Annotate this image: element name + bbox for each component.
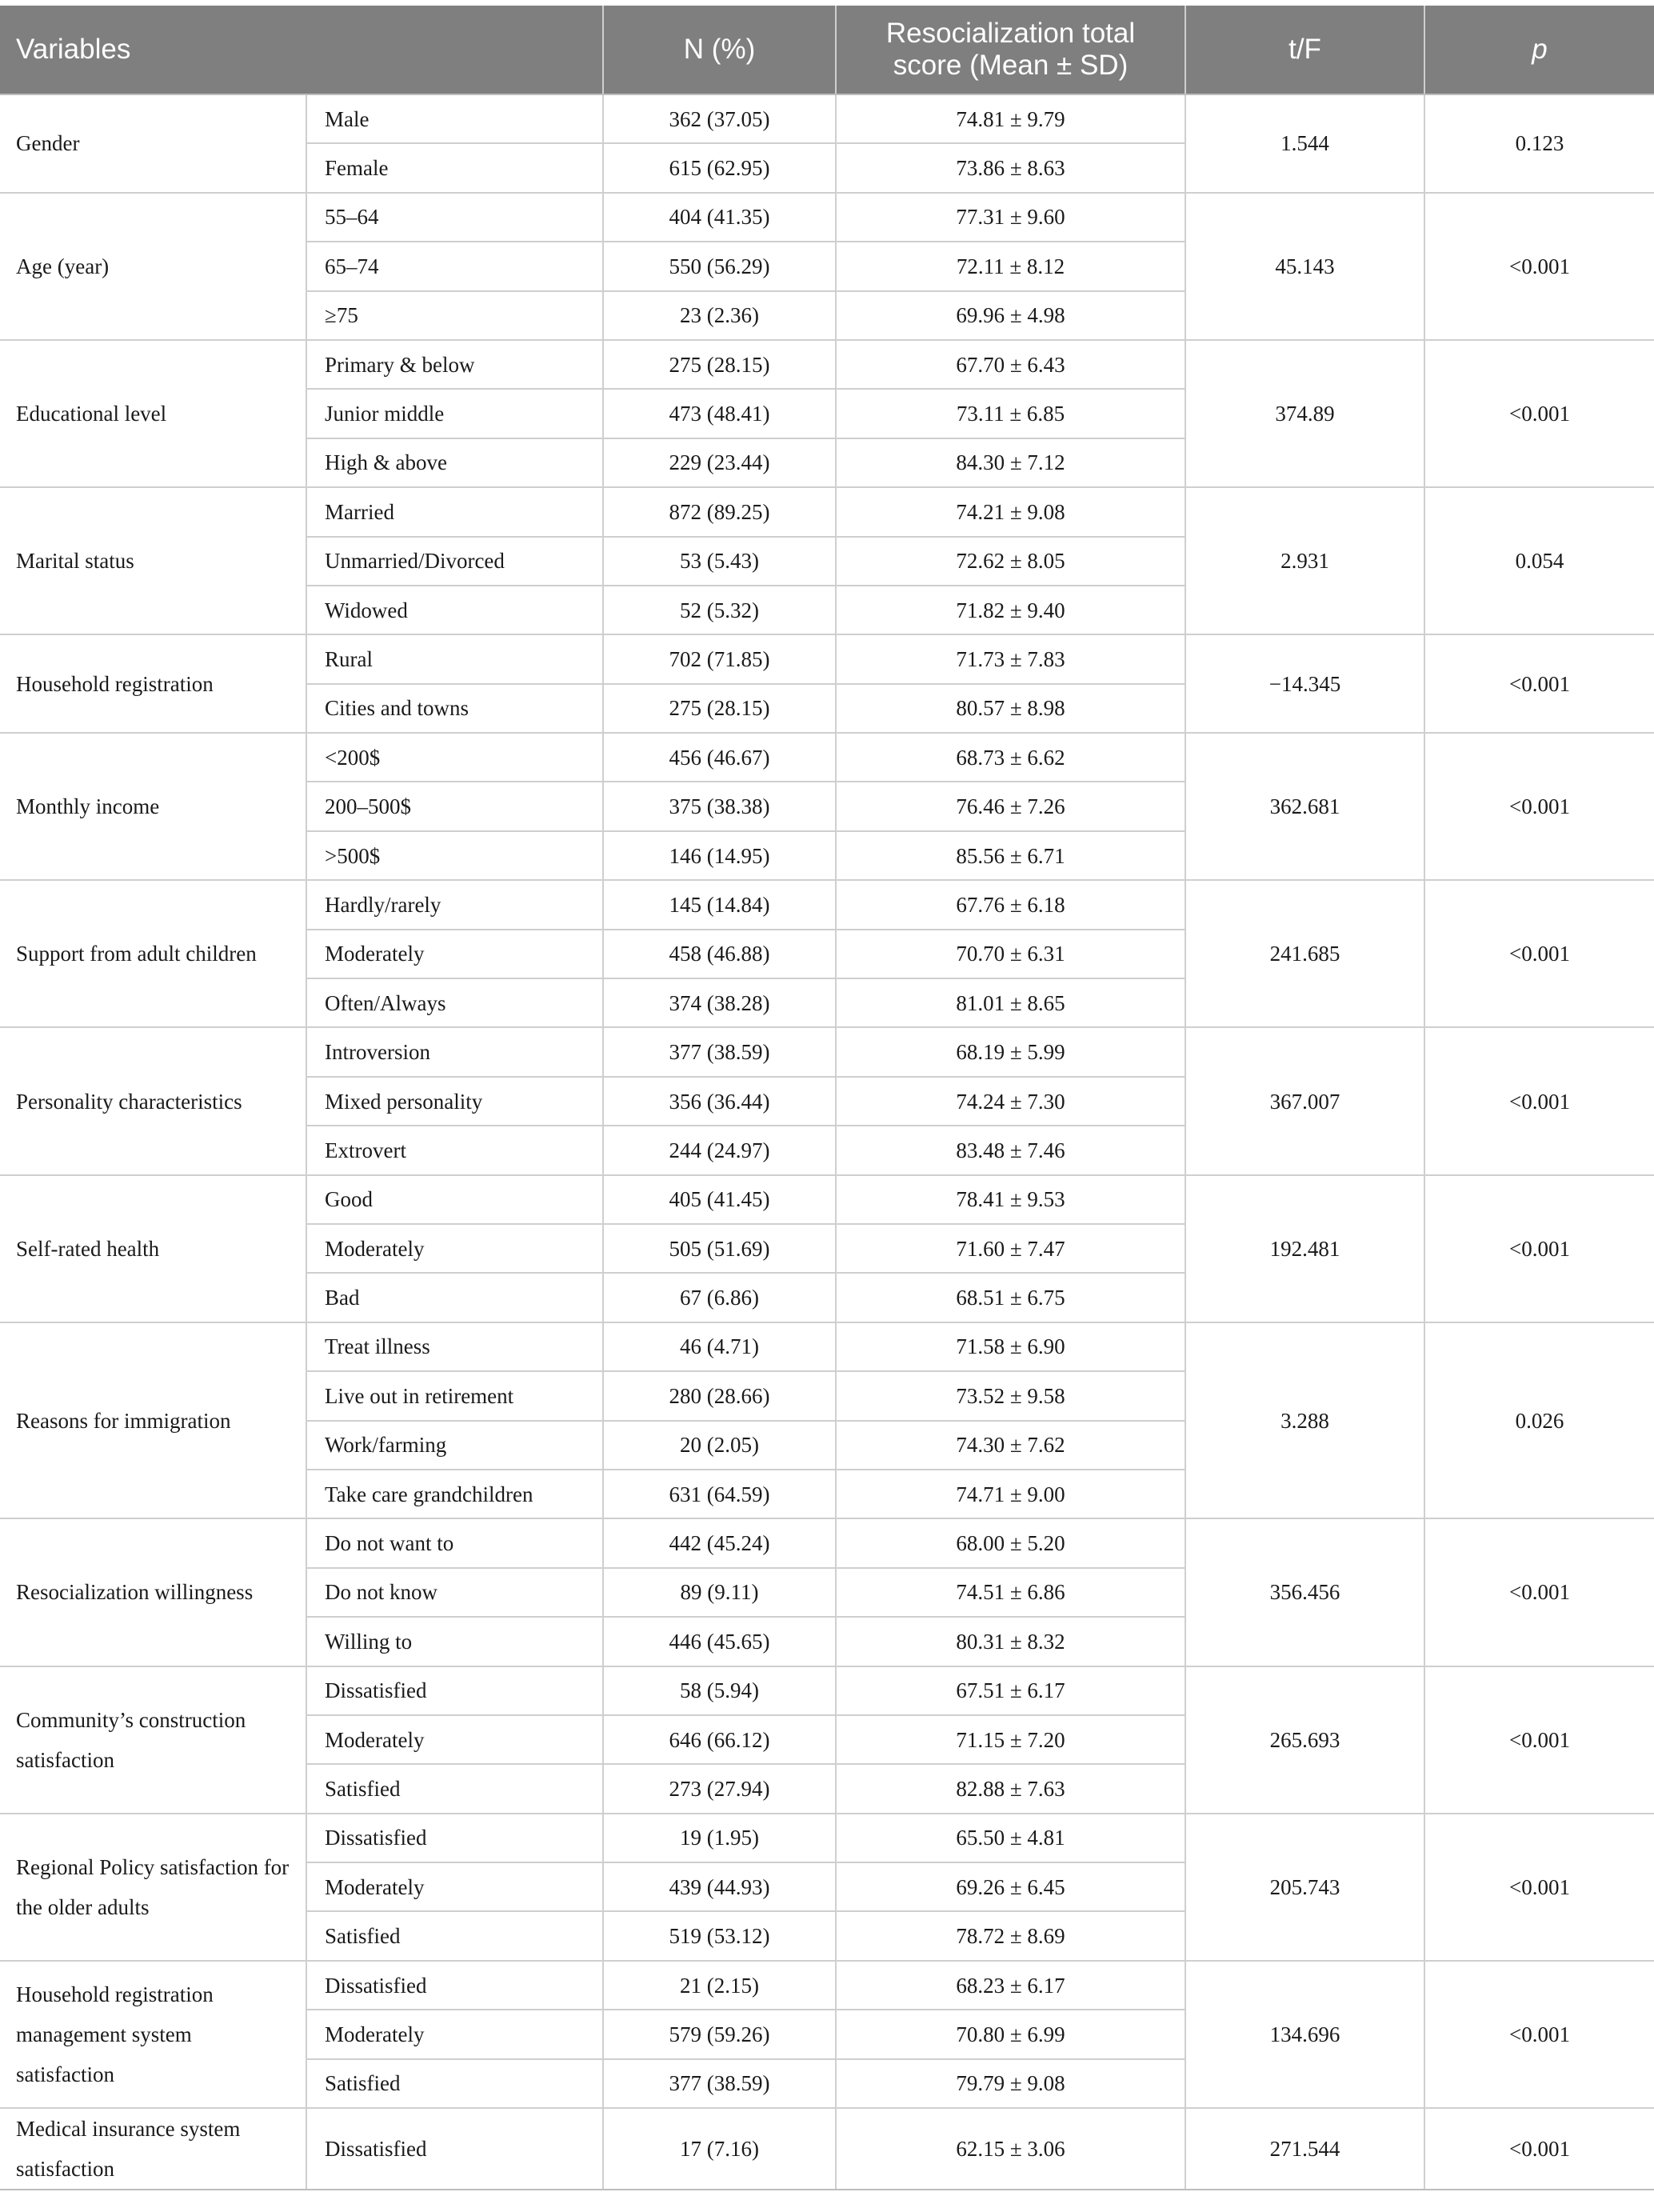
n-percent-value: 273 (27.94) <box>603 1764 836 1813</box>
score-value: 67.76 ± 6.18 <box>836 880 1185 929</box>
score-value: 73.11 ± 6.85 <box>836 389 1185 438</box>
header-p-label: p <box>1532 34 1548 65</box>
n-percent-value: 52 (5.32) <box>603 586 836 634</box>
variable-name: Educational level <box>0 340 306 487</box>
n-percent-value: 362 (37.05) <box>603 94 836 143</box>
score-value: 70.80 ± 6.99 <box>836 2010 1185 2058</box>
category-label: 200–500$ <box>306 782 603 830</box>
table-row <box>0 2108 1654 2190</box>
table-row <box>0 340 1654 389</box>
tf-value: 45.143 <box>1185 193 1424 340</box>
score-value: 73.52 ± 9.58 <box>836 1371 1185 1420</box>
score-value: 71.73 ± 7.83 <box>836 634 1185 683</box>
score-value: 78.72 ± 8.69 <box>836 1911 1185 1960</box>
table-row <box>0 1666 1654 1715</box>
n-percent-value: 375 (38.38) <box>603 782 836 830</box>
variable-name: Marital status <box>0 487 306 634</box>
category-label: Satisfied <box>306 2059 603 2108</box>
table-row <box>0 1322 1654 1371</box>
score-value: 80.57 ± 8.98 <box>836 684 1185 733</box>
tf-value: 241.685 <box>1185 880 1424 1027</box>
score-value: 81.01 ± 8.65 <box>836 978 1185 1027</box>
category-label: Satisfied <box>306 1764 603 1813</box>
n-percent-value: 53 (5.43) <box>603 537 836 586</box>
p-value: <0.001 <box>1424 1666 1654 1814</box>
category-label: Take care grandchildren <box>306 1470 603 1518</box>
score-value: 74.81 ± 9.79 <box>836 94 1185 143</box>
n-percent-value: 505 (51.69) <box>603 1224 836 1273</box>
score-value: 74.71 ± 9.00 <box>836 1470 1185 1518</box>
variable-name: Household registration <box>0 634 306 733</box>
category-label: Dissatisfied <box>306 2108 603 2190</box>
results-table <box>0 6 1654 2190</box>
p-value: <0.001 <box>1424 733 1654 880</box>
tf-value: 2.931 <box>1185 487 1424 634</box>
n-percent-value: 244 (24.97) <box>603 1126 836 1174</box>
category-label: Dissatisfied <box>306 1666 603 1715</box>
n-percent-value: 275 (28.15) <box>603 340 836 389</box>
n-percent-value: 58 (5.94) <box>603 1666 836 1715</box>
table-body <box>0 94 1654 2190</box>
category-label: Junior middle <box>306 389 603 438</box>
table-row <box>0 1175 1654 1224</box>
header-n-percent: N (%) <box>603 6 836 94</box>
score-value: 71.60 ± 7.47 <box>836 1224 1185 1273</box>
n-percent-value: 89 (9.11) <box>603 1568 836 1617</box>
category-label: Good <box>306 1175 603 1224</box>
score-value: 80.31 ± 8.32 <box>836 1617 1185 1666</box>
category-label: Married <box>306 487 603 536</box>
p-value: <0.001 <box>1424 880 1654 1027</box>
category-label: Do not want to <box>306 1518 603 1567</box>
category-label: Satisfied <box>306 1911 603 1960</box>
score-value: 69.26 ± 6.45 <box>836 1862 1185 1911</box>
category-label: Treat illness <box>306 1322 603 1371</box>
n-percent-value: 280 (28.66) <box>603 1371 836 1420</box>
category-label: Moderately <box>306 1224 603 1273</box>
category-label: Unmarried/Divorced <box>306 537 603 586</box>
variable-name: Resocialization willingness <box>0 1518 306 1666</box>
tf-value: 362.681 <box>1185 733 1424 880</box>
n-percent-value: 145 (14.84) <box>603 880 836 929</box>
score-value: 82.88 ± 7.63 <box>836 1764 1185 1813</box>
p-value: <0.001 <box>1424 1027 1654 1174</box>
category-label: Moderately <box>306 1862 603 1911</box>
variable-name: Support from adult children <box>0 880 306 1027</box>
category-label: Willing to <box>306 1617 603 1666</box>
tf-value: 134.696 <box>1185 1961 1424 2108</box>
score-value: 68.19 ± 5.99 <box>836 1027 1185 1076</box>
score-value: 74.51 ± 6.86 <box>836 1568 1185 1617</box>
n-percent-value: 442 (45.24) <box>603 1518 836 1567</box>
tf-value: 356.456 <box>1185 1518 1424 1666</box>
n-percent-value: 67 (6.86) <box>603 1273 836 1322</box>
category-label: Hardly/rarely <box>306 880 603 929</box>
category-label: Female <box>306 143 603 192</box>
header-p-value <box>1424 6 1654 94</box>
tf-value: 192.481 <box>1185 1175 1424 1322</box>
n-percent-value: 275 (28.15) <box>603 684 836 733</box>
category-label: Widowed <box>306 586 603 634</box>
score-value: 71.82 ± 9.40 <box>836 586 1185 634</box>
tf-value: −14.345 <box>1185 634 1424 733</box>
score-value: 68.73 ± 6.62 <box>836 733 1185 782</box>
n-percent-value: 702 (71.85) <box>603 634 836 683</box>
p-value: <0.001 <box>1424 1961 1654 2108</box>
table-row <box>0 1961 1654 2010</box>
tf-value: 3.288 <box>1185 1322 1424 1519</box>
table-row <box>0 487 1654 536</box>
table-row <box>0 634 1654 683</box>
tf-value: 271.544 <box>1185 2108 1424 2190</box>
n-percent-value: 446 (45.65) <box>603 1617 836 1666</box>
variable-name: Medical insurance system satisfaction <box>0 2108 306 2190</box>
table-row <box>0 1518 1654 1567</box>
category-label: High & above <box>306 438 603 487</box>
category-label: Moderately <box>306 930 603 978</box>
n-percent-value: 20 (2.05) <box>603 1421 836 1470</box>
n-percent-value: 17 (7.16) <box>603 2108 836 2190</box>
score-value: 69.96 ± 4.98 <box>836 291 1185 340</box>
tf-value: 1.544 <box>1185 94 1424 193</box>
category-label: 65–74 <box>306 242 603 290</box>
category-label: Male <box>306 94 603 143</box>
category-label: Moderately <box>306 1715 603 1764</box>
n-percent-value: 19 (1.95) <box>603 1814 836 1862</box>
p-value: <0.001 <box>1424 1175 1654 1322</box>
variable-name: Gender <box>0 94 306 193</box>
n-percent-value: 458 (46.88) <box>603 930 836 978</box>
score-value: 72.11 ± 8.12 <box>836 242 1185 290</box>
variable-name: Personality characteristics <box>0 1027 306 1174</box>
n-percent-value: 456 (46.67) <box>603 733 836 782</box>
tf-value: 367.007 <box>1185 1027 1424 1174</box>
n-percent-value: 146 (14.95) <box>603 831 836 880</box>
score-value: 74.21 ± 9.08 <box>836 487 1185 536</box>
variable-name: Reasons for immigration <box>0 1322 306 1519</box>
p-value: <0.001 <box>1424 193 1654 340</box>
p-value: 0.123 <box>1424 94 1654 193</box>
score-value: 74.30 ± 7.62 <box>836 1421 1185 1470</box>
category-label: Bad <box>306 1273 603 1322</box>
category-label: Extrovert <box>306 1126 603 1174</box>
variable-name: Self-rated health <box>0 1175 306 1322</box>
p-value: <0.001 <box>1424 340 1654 487</box>
variable-name: Regional Policy satisfaction for the older adults <box>0 1814 306 1961</box>
category-label: Moderately <box>306 2010 603 2058</box>
p-value: <0.001 <box>1424 1814 1654 1961</box>
score-value: 72.62 ± 8.05 <box>836 537 1185 586</box>
category-label: Introversion <box>306 1027 603 1076</box>
score-value: 74.24 ± 7.30 <box>836 1077 1185 1126</box>
n-percent-value: 229 (23.44) <box>603 438 836 487</box>
n-percent-value: 46 (4.71) <box>603 1322 836 1371</box>
score-value: 77.31 ± 9.60 <box>836 193 1185 242</box>
variable-name: Household registration management system satisfaction <box>0 1961 306 2108</box>
header-variables: Variables <box>0 6 603 94</box>
n-percent-value: 579 (59.26) <box>603 2010 836 2058</box>
score-value: 79.79 ± 9.08 <box>836 2059 1185 2108</box>
tf-value: 265.693 <box>1185 1666 1424 1814</box>
score-value: 71.58 ± 6.90 <box>836 1322 1185 1371</box>
category-label: Do not know <box>306 1568 603 1617</box>
header-t-f: t/F <box>1185 6 1424 94</box>
category-label: Cities and towns <box>306 684 603 733</box>
n-percent-value: 872 (89.25) <box>603 487 836 536</box>
table-row <box>0 1814 1654 1862</box>
score-value: 68.23 ± 6.17 <box>836 1961 1185 2010</box>
score-value: 67.70 ± 6.43 <box>836 340 1185 389</box>
score-value: 62.15 ± 3.06 <box>836 2108 1185 2190</box>
n-percent-value: 377 (38.59) <box>603 1027 836 1076</box>
score-value: 84.30 ± 7.12 <box>836 438 1185 487</box>
score-value: 71.15 ± 7.20 <box>836 1715 1185 1764</box>
score-value: 85.56 ± 6.71 <box>836 831 1185 880</box>
score-value: 78.41 ± 9.53 <box>836 1175 1185 1224</box>
p-value: 0.026 <box>1424 1322 1654 1519</box>
variable-name: Community’s construction satisfaction <box>0 1666 306 1814</box>
category-label: <200$ <box>306 733 603 782</box>
score-value: 68.51 ± 6.75 <box>836 1273 1185 1322</box>
score-value: 65.50 ± 4.81 <box>836 1814 1185 1862</box>
score-value: 76.46 ± 7.26 <box>836 782 1185 830</box>
n-percent-value: 404 (41.35) <box>603 193 836 242</box>
n-percent-value: 21 (2.15) <box>603 1961 836 2010</box>
n-percent-value: 377 (38.59) <box>603 2059 836 2108</box>
category-label: Primary & below <box>306 340 603 389</box>
score-value: 68.00 ± 5.20 <box>836 1518 1185 1567</box>
category-label: Dissatisfied <box>306 1961 603 2010</box>
category-label: >500$ <box>306 831 603 880</box>
header-row <box>0 6 1654 94</box>
category-label: ≥75 <box>306 291 603 340</box>
p-value: <0.001 <box>1424 634 1654 733</box>
score-value: 73.86 ± 8.63 <box>836 143 1185 192</box>
category-label: Work/farming <box>306 1421 603 1470</box>
table-row <box>0 193 1654 242</box>
n-percent-value: 550 (56.29) <box>603 242 836 290</box>
category-label: Live out in retirement <box>306 1371 603 1420</box>
p-value: <0.001 <box>1424 1518 1654 1666</box>
category-label: 55–64 <box>306 193 603 242</box>
n-percent-value: 439 (44.93) <box>603 1862 836 1911</box>
n-percent-value: 405 (41.45) <box>603 1175 836 1224</box>
tf-value: 205.743 <box>1185 1814 1424 1961</box>
p-value: <0.001 <box>1424 2108 1654 2190</box>
p-value: 0.054 <box>1424 487 1654 634</box>
category-label: Dissatisfied <box>306 1814 603 1862</box>
n-percent-value: 473 (48.41) <box>603 389 836 438</box>
n-percent-value: 615 (62.95) <box>603 143 836 192</box>
n-percent-value: 519 (53.12) <box>603 1911 836 1960</box>
n-percent-value: 631 (64.59) <box>603 1470 836 1518</box>
category-label: Often/Always <box>306 978 603 1027</box>
variable-name: Monthly income <box>0 733 306 880</box>
n-percent-value: 374 (38.28) <box>603 978 836 1027</box>
category-label: Rural <box>306 634 603 683</box>
tf-value: 374.89 <box>1185 340 1424 487</box>
score-value: 70.70 ± 6.31 <box>836 930 1185 978</box>
category-label: Mixed personality <box>306 1077 603 1126</box>
n-percent-value: 23 (2.36) <box>603 291 836 340</box>
header-resocialization-score: Resocialization total score (Mean ± SD) <box>836 6 1185 94</box>
table-row <box>0 733 1654 782</box>
score-value: 83.48 ± 7.46 <box>836 1126 1185 1174</box>
table-row <box>0 880 1654 929</box>
n-percent-value: 646 (66.12) <box>603 1715 836 1764</box>
variable-name: Age (year) <box>0 193 306 340</box>
score-value: 67.51 ± 6.17 <box>836 1666 1185 1715</box>
n-percent-value: 356 (36.44) <box>603 1077 836 1126</box>
table-row <box>0 1027 1654 1076</box>
table-row <box>0 94 1654 143</box>
